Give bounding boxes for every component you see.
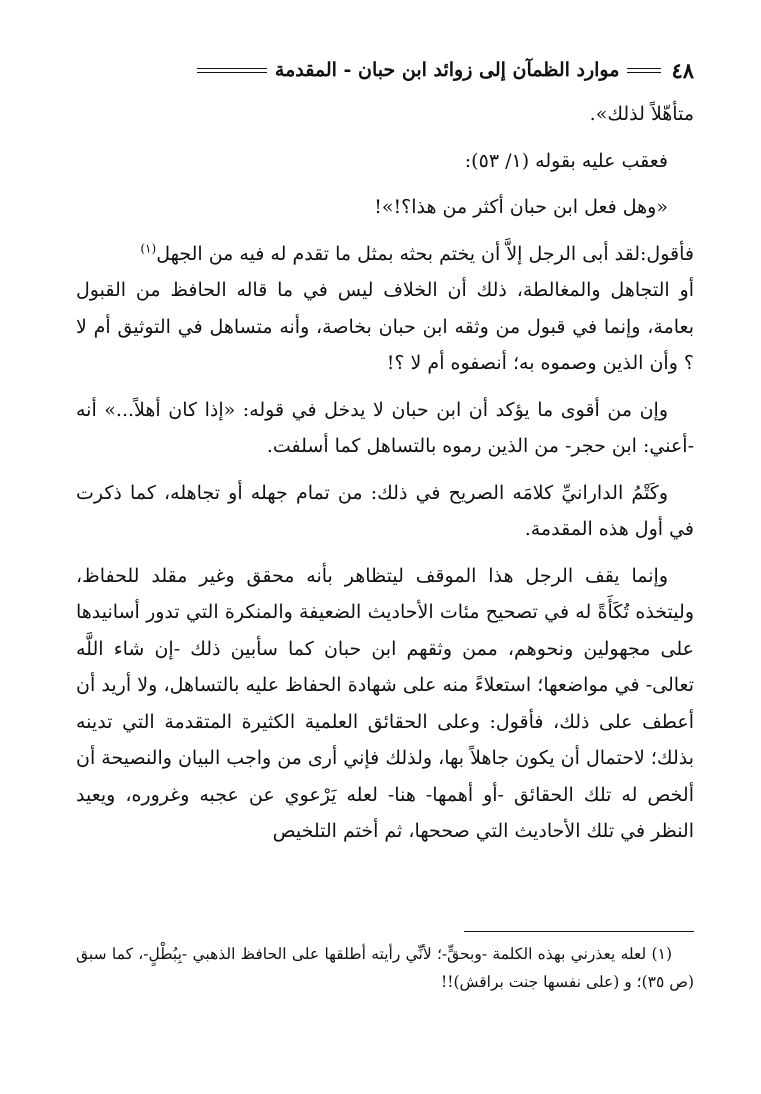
paragraph-2: فعقب عليه بقوله (١/ ٥٣): [464,149,668,172]
paragraph-6: وكَتْمُ الدارانيِّ كلامَه الصريح في ذلك: من تمام جهله أو تجاهله، كما ذكرت في أول هذه المقدمة. [76,481,694,540]
header-rule-left [197,68,267,73]
header-title: موارد الظمآن إلى زوائد ابن حبان - المقدمة [274,59,620,81]
paragraph-7: وإنما يقف الرجل هذا الموقف ليتظاهر بأنه محقق وغير مقلد للحفاظ، وليتخذه تُكَأَةً له في تصحيح مئات الأحاديث الضعيفة والمنكرة التي تدور أسانيدها على مجهولين ونحوهم، ممن وثقهم ابن حبان كما سأبين ذلك -إن شاء اللَّه تعالى- في مواضعها؛ استعلاءً منه على شهادة الحفاظ عليه بالتساهل، ولا أريد أن أعطف على ذلك، فأقول: وعلى الحقائق العلمية الكثيرة المتقدمة التي تدينه بذلك؛ لاحتمال أن يكون جاهلاً بها، ولذلك فإني أرى من واجب البيان والنصيحة أن ألخص له تلك الحقائق -أو أهمها- هنا- لعله يَرْعوي عن عجبه وغروره، ويعيد النظر في تلك الأحاديث التي صححها، ثم أختم التلخيص [76,564,694,842]
page-number: ٤٨ [671,57,694,83]
footnote [76,940,694,996]
paragraph-4-cont: أو التجاهل والمغالطة، ذلك أن الخلاف ليس في ما قاله الحافظ من القبول بعامة، وإنما في قبول من وثقه ابن حبان بخاصة، وأنه متساهل في التوثيق أم لا ؟ وأن الذين وصموه به؛ أنصفوه أم لا ؟! [76,279,694,374]
paragraph-1: متأهّلاً لذلك». [589,103,694,125]
footnote-separator [464,931,694,932]
paragraph-4-text: فأقول:لقد أبى الرجل إلاَّ أن يختم بحثه بمثل ما تقدم له فيه من الجهل [156,242,694,265]
paragraph-4 [76,236,694,273]
footnote-text: (١) لعله يعذرني بهذه الكلمة -وبحقٍّ-؛ لأنِّي رأيته أطلقها على الحافظ الذهبي -بِبُطْلٍ-، كما سبق (ص ٣٥)؛ و (على نفسها جنت براقش)!! [76,945,694,991]
header-rule-right [627,68,661,73]
paragraph-3: «وهل فعل ابن حبان أكثر من هذا؟!»! [374,196,668,218]
main-text [76,96,694,860]
footnote-marker: (١) [140,241,157,256]
paragraph-5: وإن من أقوى ما يؤكد أن ابن حبان لا يدخل في قوله: «إذا كان أهلاً...» أنه -أعني: ابن حجر- من الذين رموه بالتساهل كما أسلفت. [76,398,694,457]
running-header [76,55,694,85]
